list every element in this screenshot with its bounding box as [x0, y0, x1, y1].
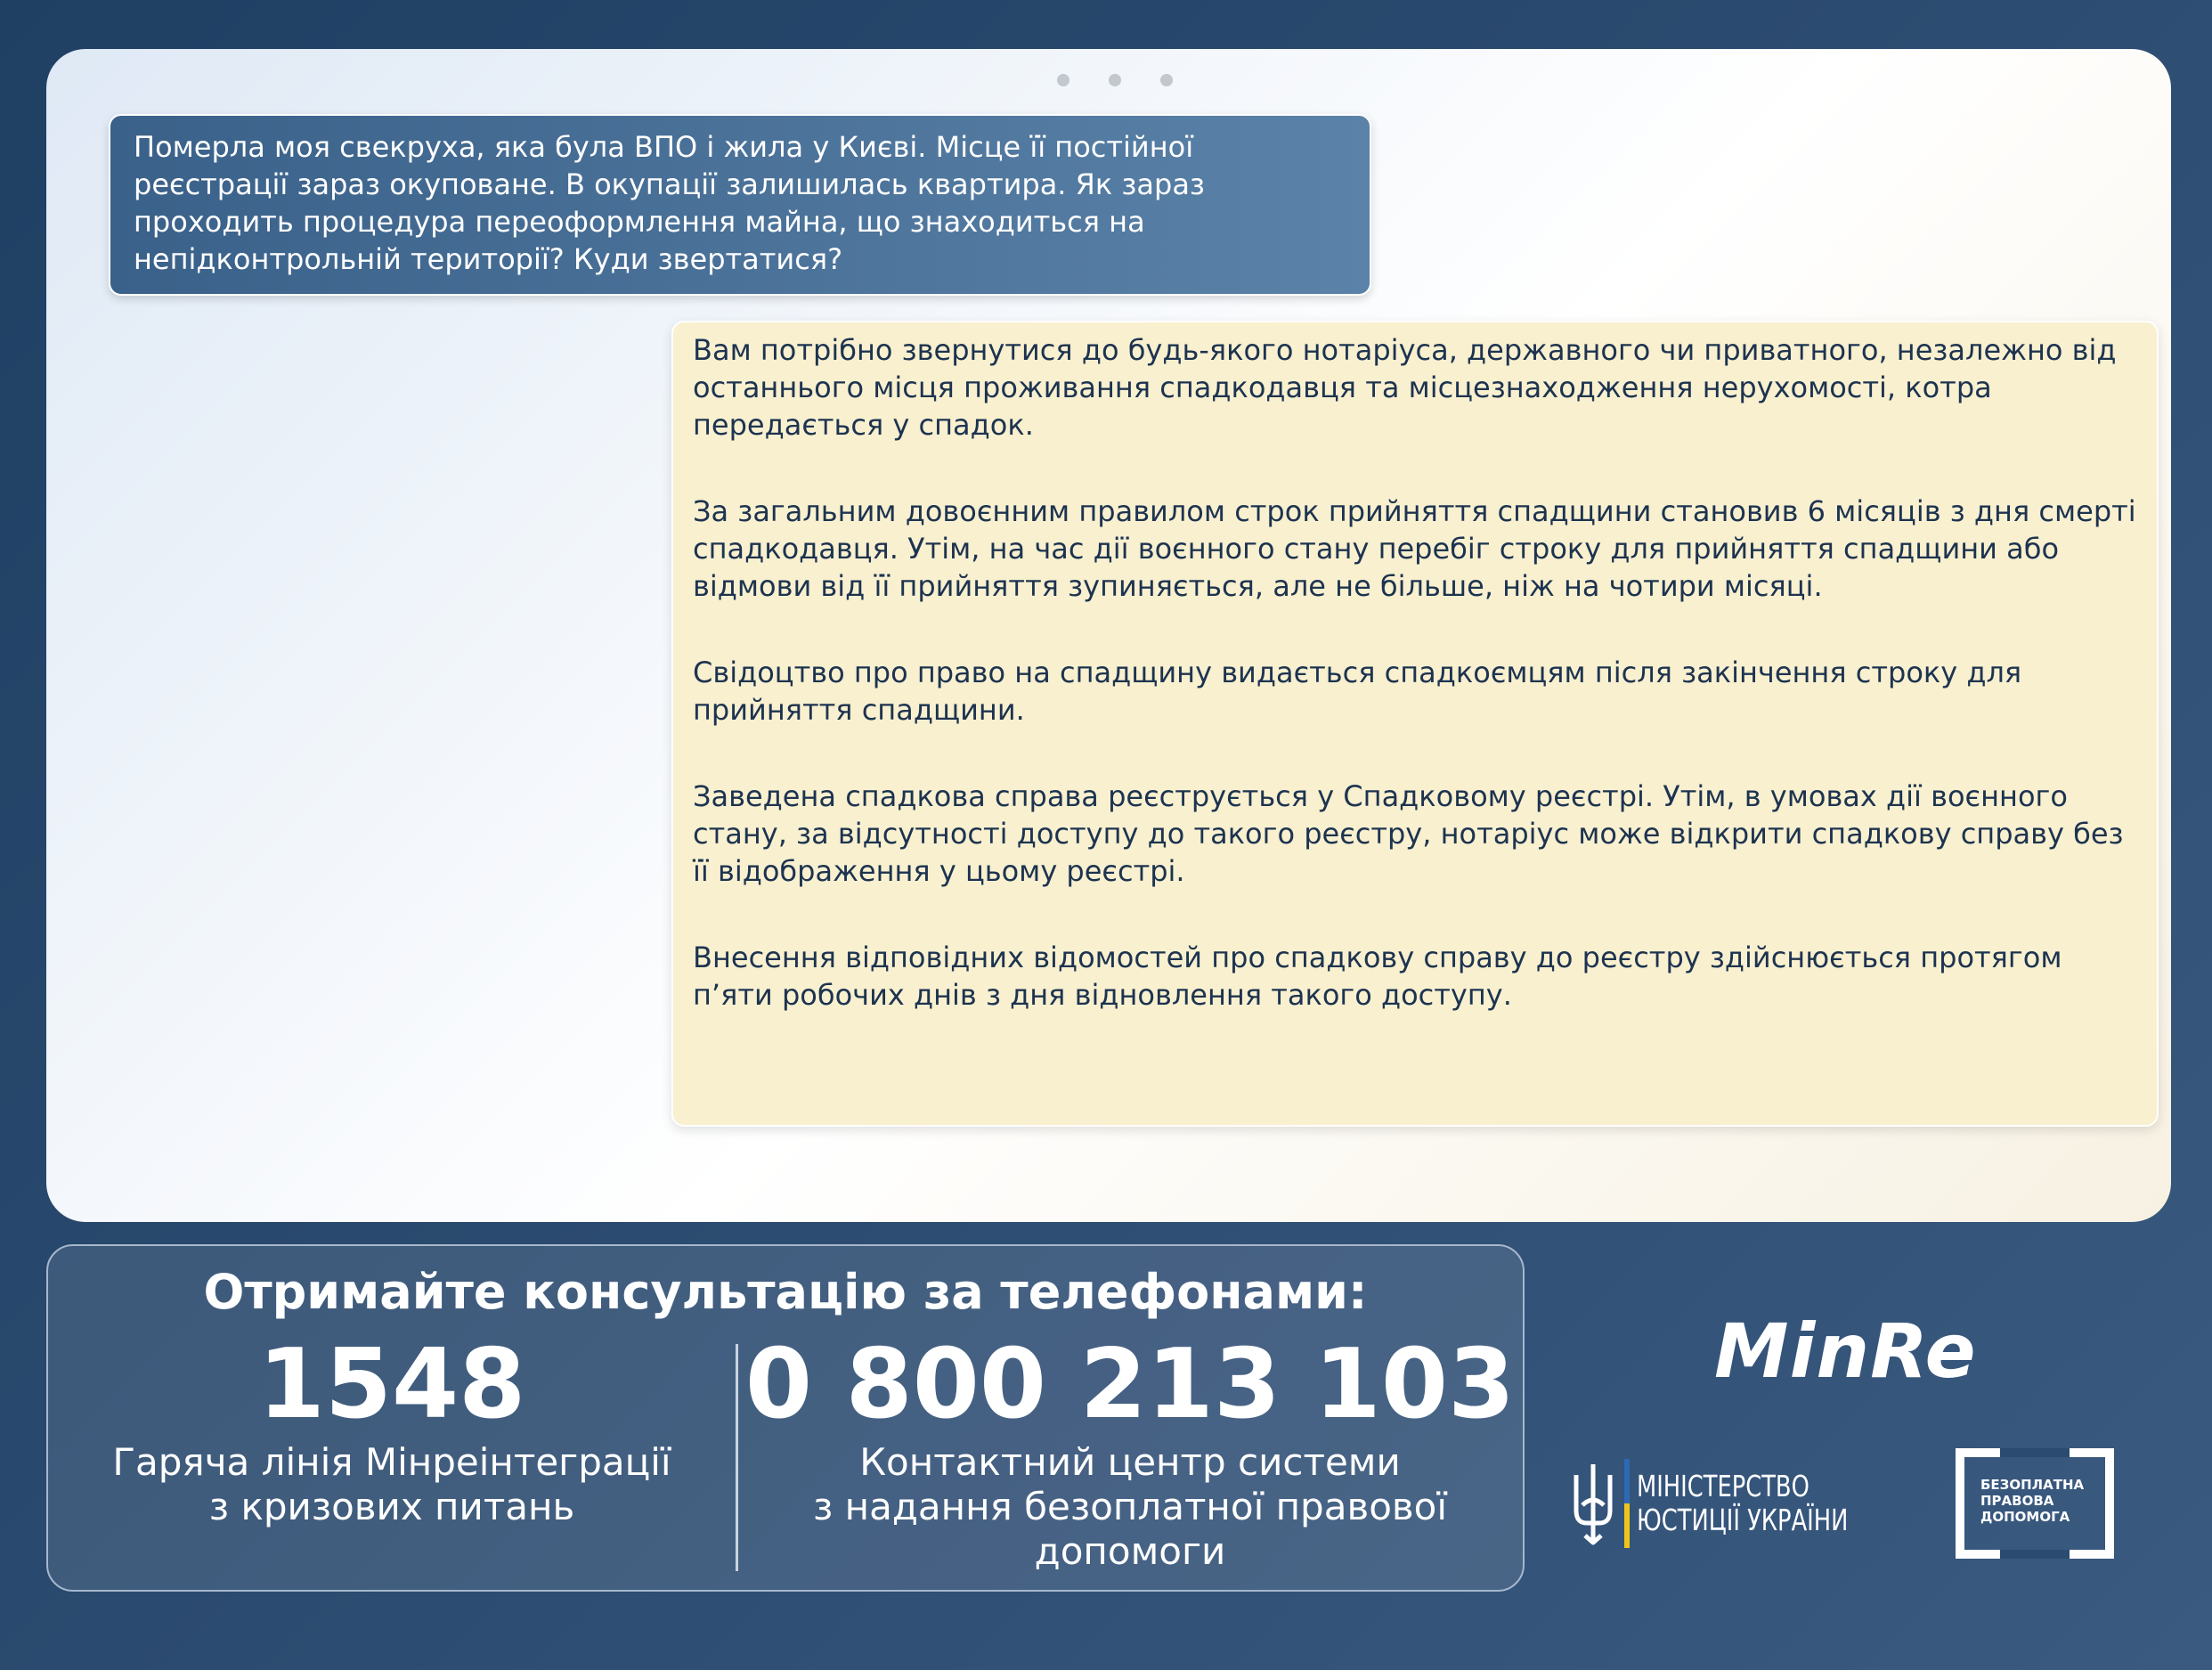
legal-aid-block: [738, 1329, 1522, 1574]
legal-aid-logo-text: [1980, 1477, 2084, 1525]
question-text: Померла моя свекруха, яка була ВПО і жила у Києві. Місце її постійної реєстрації зараз окуповане. В окупації залишилась квартира. Як зараз проходить процедура переоформлення майна, що знаходиться на непідконтрольній території? Куди звертатися?: [134, 130, 1205, 276]
window-dots-icon: [1057, 74, 1173, 86]
chat-card: [46, 49, 2171, 1222]
dot: [1109, 74, 1121, 86]
answer-paragraph: Вам потрібно звернутися до будь-якого нотаріуса, державного чи приватного, незалежно від останнього місця проживання спадкодавця та місцезнаходження нерухомості, котра передається у спадок.: [693, 333, 2117, 442]
hotline-desc-line: з кризових питань: [208, 1485, 575, 1528]
moj-line: ЮСТИЦІЇ УКРАЇНИ: [1637, 1503, 1849, 1537]
answer-paragraph: Внесення відповідних відомостей про спадкову справу до реєстру здійснюється протягом п’яти робочих днів з дня відновлення такого доступу.: [693, 941, 2062, 1012]
answer-paragraph: Свідоцтво про право на спадщину видається спадкоємцям після закінчення строку для прийняття спадщини.: [693, 656, 2022, 727]
minre-logo: MinRe: [1714, 1307, 1977, 1395]
dot: [1160, 74, 1173, 86]
legal-aid-number[interactable]: 0 800 213 103: [744, 1329, 1516, 1440]
moj-text: [1637, 1470, 1866, 1537]
hotline-number[interactable]: 1548: [257, 1329, 526, 1440]
phone-consultation-panel: [46, 1244, 1525, 1592]
legal-aid-logo-line: ПРАВОВА: [1980, 1493, 2054, 1509]
free-legal-aid-logo: [1956, 1448, 2114, 1559]
legal-aid-logo-line: ДОПОМОГА: [1980, 1509, 2070, 1525]
hotline-description: [48, 1440, 736, 1529]
moj-line: МІНІСТЕРСТВО: [1637, 1469, 1809, 1503]
hotline-desc-line: Гаряча лінія Мінреінтеграції: [112, 1440, 671, 1484]
answer-paragraph: Заведена спадкова справа реєструється у Спадковому реєстрі. Утім, в умовах дії воєнного стану, за відсутності доступу до такого реєстру, нотаріус може відкрити спадкову справу без її відображення у цьому реєстрі.: [693, 779, 2124, 888]
dot: [1057, 74, 1069, 86]
ministry-of-justice-logo: [1569, 1454, 1931, 1552]
trident-icon: [1569, 1459, 1617, 1548]
legal-aid-logo-line: БЕЗОПЛАТНА: [1980, 1477, 2085, 1493]
ukraine-flag-stripe: [1624, 1459, 1630, 1548]
legal-aid-desc-line: з надання безоплатної правової: [812, 1485, 1448, 1528]
answer-bubble: [671, 321, 2159, 1127]
phones-title: Отримайте консультацію за телефонами:: [203, 1264, 1368, 1320]
legal-aid-description: [738, 1440, 1522, 1574]
legal-aid-desc-line: Контактний центр системи: [859, 1440, 1401, 1484]
hotline-block: [48, 1329, 736, 1529]
legal-aid-desc-line: допомоги: [1034, 1529, 1226, 1573]
answer-paragraph: За загальним довоєнним правилом строк прийняття спадщини становив 6 місяців з дня смерті спадкодавця. Утім, на час дії воєнного стану перебіг строку для прийняття спадщини або відмови від її прийняття зупиняється, але не більше, ніж на чотири місяці.: [693, 494, 2136, 603]
question-bubble: [109, 114, 1371, 296]
